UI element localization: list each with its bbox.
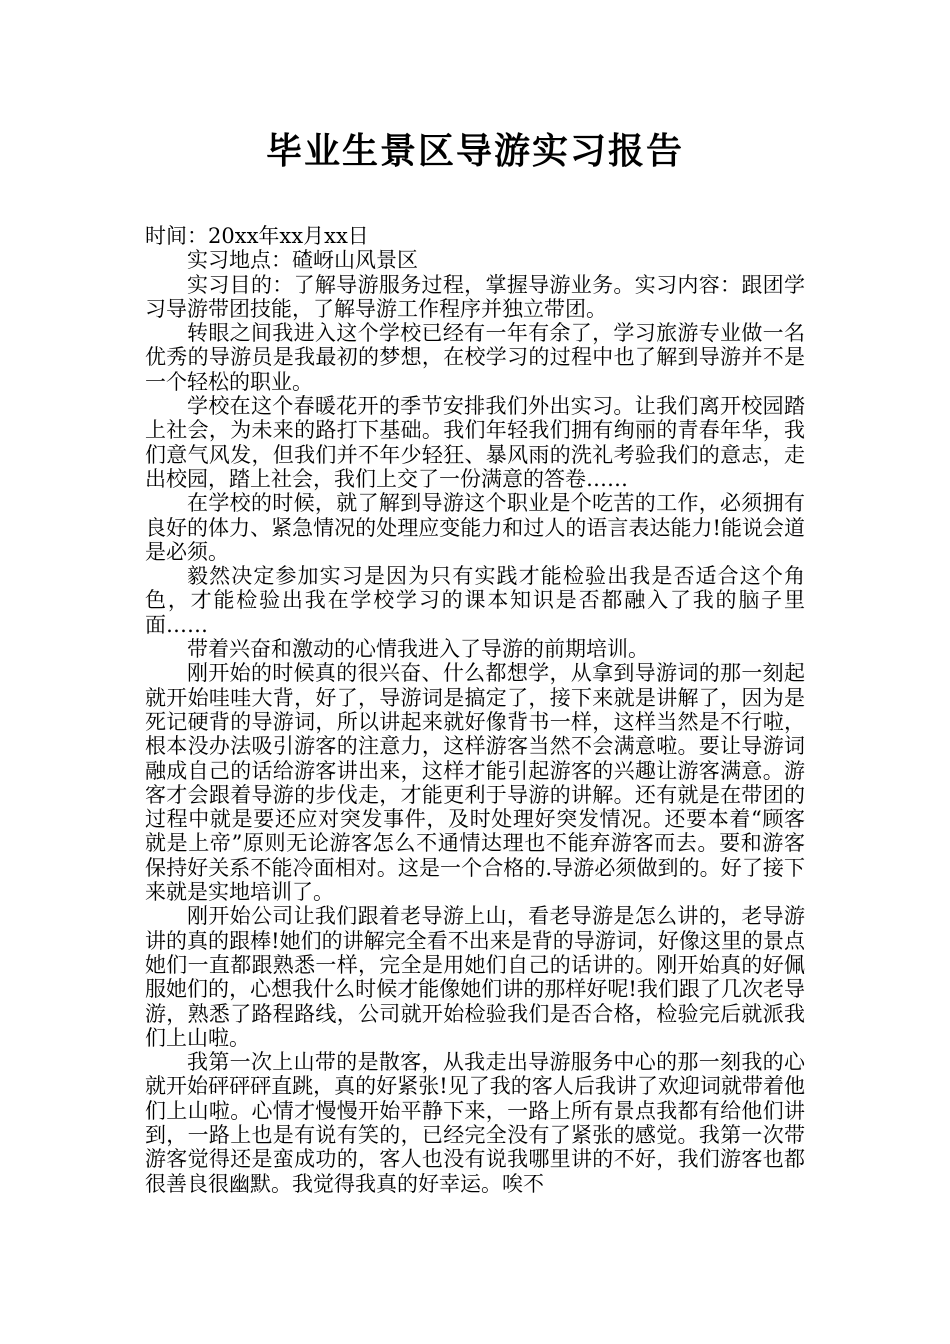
location-line: 实习地点：碴岈山风景区	[187, 248, 418, 273]
body-paragraph: 毅然决定参加实习是因为只有实践才能检验出我是否适合这个角色，才能检验出我在学校学习的课本知识是否都融入了我的脑子里面……	[145, 564, 805, 637]
body-paragraph: 学校在这个春暖花开的季节安排我们外出实习。让我们离开校园踏上社会，为未来的路打下基础。我们年轻我们拥有绚丽的青春年华，我们意气风发，但我们并不年少轻狂、暴风雨的洗礼考验我们的意志，走出校园，踏上社会，我们上交了一份满意的答卷……	[145, 394, 805, 491]
purpose-paragraph: 实习目的：了解导游服务过程，掌握导游业务。实习内容：跟团学习导游带团技能，了解导游工作程序并独立带团。	[145, 272, 805, 321]
document-title: 毕业生景区导游实习报告	[265, 130, 684, 172]
body-paragraph: 刚开始公司让我们跟着老导游上山，看老导游是怎么讲的，老导游讲的真的跟棒!她们的讲解完全看不出来是背的导游词，好像这里的景点她们一直都跟熟悉一样，完全是用她们自己的话讲的。刚开始真的好佩服她们的，心想我什么时候才能像她们讲的那样好呢!我们跟了几次老导游，熟悉了路程路线，公司就开始检验我们是否合格，检验完后就派我们上山啦。	[145, 904, 805, 1050]
date-line: 时间：20xx年xx月xx日	[145, 224, 369, 248]
body-paragraph: 我第一次上山带的是散客，从我走出导游服务中心的那一刻我的心就开始砰砰砰直跳，真的好紧张!见了我的客人后我讲了欢迎词就带着他们上山啦。心情才慢慢开始平静下来，一路上所有景点我都有给他们讲到，一路上也是有说有笑的，已经完全没有了紧张的感觉。我第一次带游客觉得还是蛮成功的，客人也没有说我哪里讲的不好，我们游客也都很善良很幽默。我觉得我真的好幸运。唉不	[145, 1050, 805, 1196]
body-paragraph: 带着兴奋和激动的心情我进入了导游的前期培训。	[187, 637, 649, 662]
body-paragraph: 转眼之间我进入这个学校已经有一年有余了，学习旅游专业做一名优秀的导游员是我最初的梦想，在校学习的过程中也了解到导游并不是一个轻松的职业。	[145, 321, 805, 394]
body-paragraph: 刚开始的时候真的很兴奋、什么都想学，从拿到导游词的那一刻起就开始哇哇大背，好了，导游词是搞定了，接下来就是讲解了，因为是死记硬背的导游词，所以讲起来就好像背书一样，这样当然是不行啦，根本没办法吸引游客的注意力，这样游客当然不会满意啦。要让导游词融成自己的话给游客讲出来，这样才能引起游客的兴趣让游客满意。游客才会跟着导游的步伐走，才能更利于导游的讲解。还有就是在带团的过程中就是要还应对突发事件，及时处理好突发情况。还要本着“顾客就是上帝”原则无论游客怎么不通情达理也不能弃游客而去。要和游客保持好关系不能冷面相对。这是一个合格的.导游必须做到的。好了接下来就是实地培训了。	[145, 661, 805, 905]
document-body	[145, 224, 805, 1196]
body-paragraph: 在学校的时候，就了解到导游这个职业是个吃苦的工作，必须拥有良好的体力、紧急情况的处理应变能力和过人的语言表达能力!能说会道是必须。	[145, 491, 805, 564]
